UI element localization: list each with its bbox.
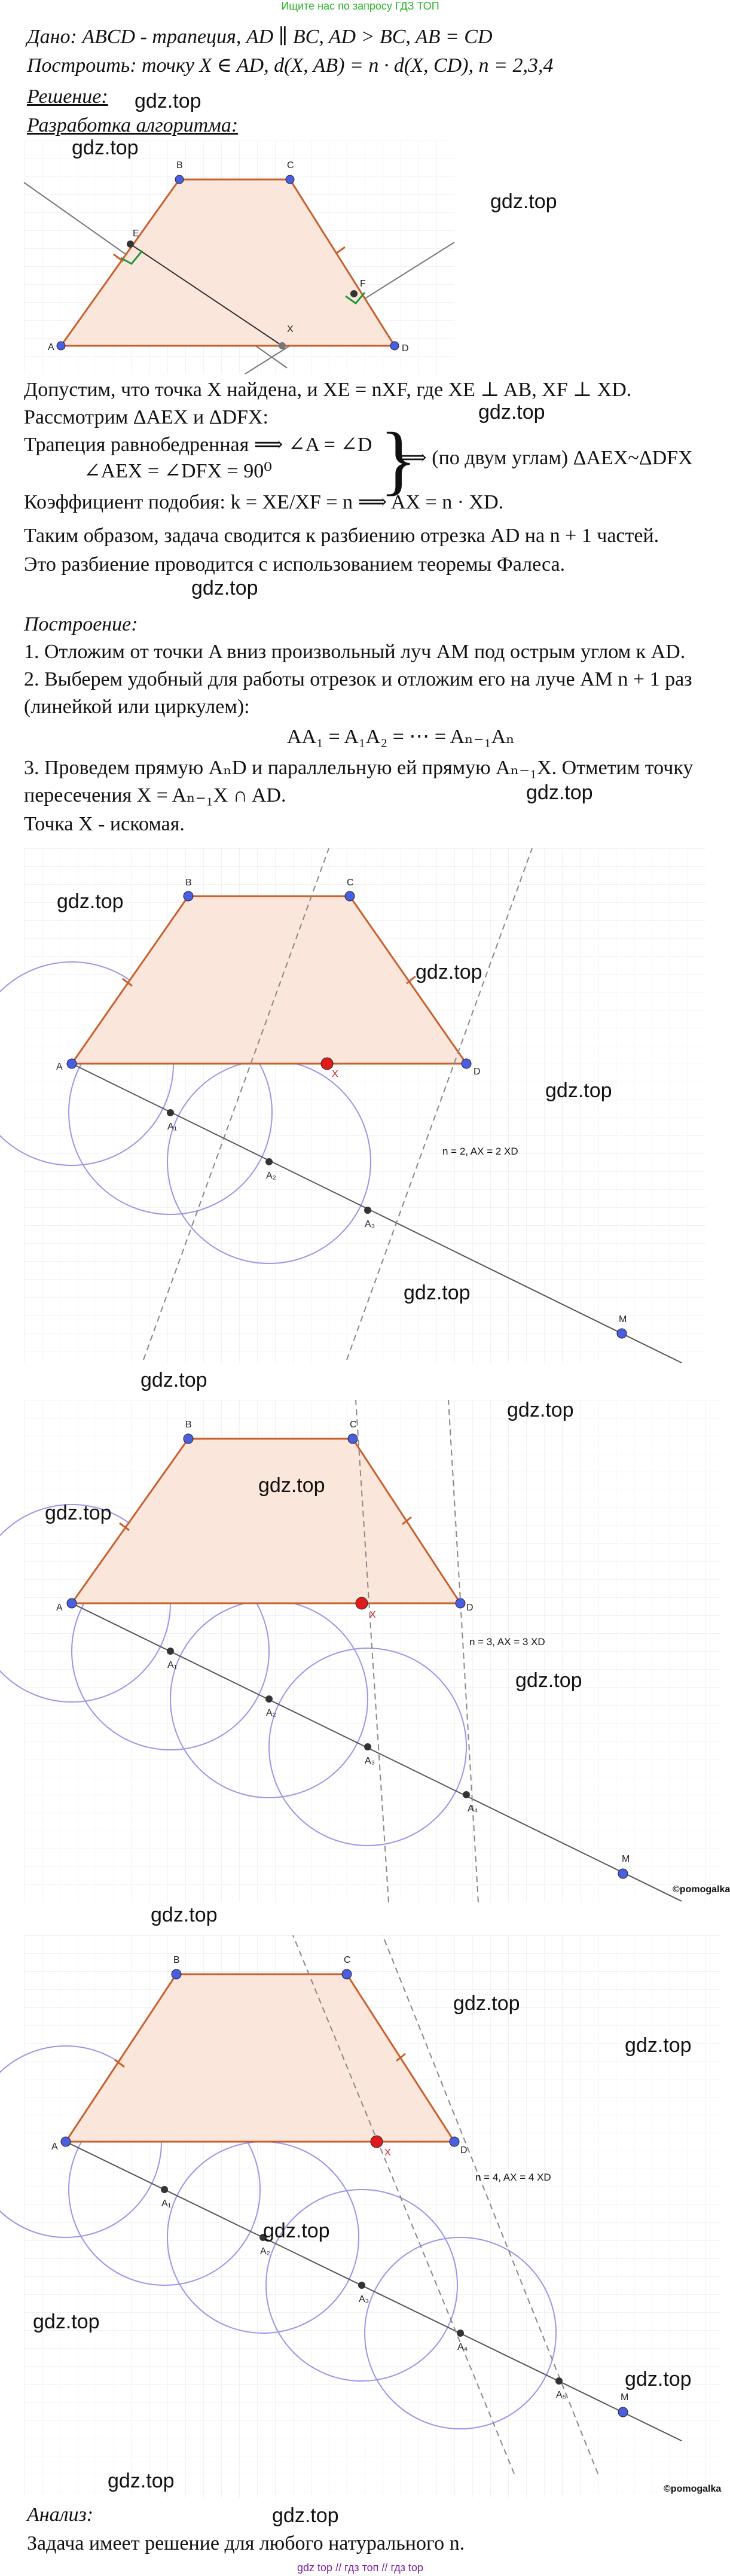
point-B: [184, 1434, 193, 1444]
watermark: gdz.top: [272, 2504, 339, 2527]
point-X: [356, 1597, 368, 1609]
step-2b: (линейкой или циркулем):: [24, 696, 250, 718]
point-C: [286, 175, 294, 184]
label-D: D: [474, 1067, 481, 1077]
label-C: C: [287, 160, 294, 170]
step-2c: AA₁ = A₁A₂ = ⋯ = Aₙ₋₁Aₙ: [287, 726, 515, 748]
algo-label: Разработка алгоритма:: [27, 114, 239, 136]
point-B: [175, 175, 184, 184]
label-A2: A₂: [266, 1171, 276, 1181]
point-A3: [364, 1207, 371, 1214]
similarity-1: Трапеция равнобедренная ⟹ ∠A = ∠D: [24, 434, 372, 456]
watermark: gdz.top: [416, 961, 482, 983]
step-3a: 3. Проведем прямую AₙD и параллельную ей прямую Aₙ₋₁X. Отметим точку: [24, 757, 694, 779]
point-M: [618, 1869, 628, 1878]
watermark: gdz.top: [108, 2470, 175, 2492]
watermark: gdz.top: [404, 1281, 471, 1304]
step-3b: пересечения X = Aₙ₋₁X ∩ AD.: [24, 784, 286, 806]
copyright: ©pomogalka: [673, 1884, 730, 1895]
point-F: [350, 290, 358, 297]
solution-label: Решение:: [27, 86, 108, 108]
label-M: M: [619, 1314, 627, 1324]
watermark: gdz.top: [545, 1079, 612, 1102]
label-D: D: [466, 1603, 474, 1613]
footer-separator: //: [335, 2562, 345, 2574]
note-n4: n = 4, AX = 4 XD: [475, 2172, 551, 2183]
label-A2: A₂: [260, 2246, 270, 2257]
point-A5: [555, 2377, 563, 2385]
label-B: B: [176, 160, 183, 170]
label-E: E: [133, 229, 139, 239]
point-A: [67, 1598, 77, 1608]
label-A: A: [56, 1603, 63, 1613]
coefficient-line: Коэффициент подобия: k = XE/XF = n ⟹ AX = n · XD.: [24, 491, 504, 513]
footer-separator: //: [381, 2562, 391, 2574]
label-A2: A₂: [266, 1708, 276, 1718]
similarity-2: ∠AEX = ∠DFX = 90⁰: [84, 460, 272, 482]
label-C: C: [350, 1420, 357, 1430]
label-A3: A₃: [359, 2294, 369, 2304]
label-F: F: [360, 279, 366, 289]
top-banner[interactable]: Ищите нас по запросу ГДЗ ТОП: [281, 0, 439, 12]
point-D: [462, 1059, 471, 1068]
point-X: [321, 1058, 333, 1070]
point-X: [279, 342, 286, 349]
label-B: B: [185, 878, 192, 888]
similarity-result: ⟹ (по двум углам) ΔAEX~ΔDFX: [398, 447, 693, 469]
label-B: B: [185, 1420, 192, 1430]
assume-line: Допустим, что точка X найдена, и XE = nXF, где XE ⊥ AB, XF ⊥ XD.: [24, 379, 632, 401]
watermark: gdz.top: [263, 2219, 330, 2242]
label-C: C: [344, 1955, 351, 1965]
point-A3: [364, 1743, 371, 1750]
step-1: 1. Отложим от точки A вниз произвольный луч AM под острым углом к AD.: [24, 641, 686, 663]
point-C: [345, 891, 355, 901]
label-A5: A₅: [556, 2390, 567, 2400]
watermark: gdz.top: [140, 1369, 207, 1391]
point-E: [127, 240, 134, 248]
step-2a: 2. Выберем удобный для работы отрезок и отложим его на луче AM n + 1 раз: [24, 668, 692, 690]
watermark: gdz.top: [478, 401, 545, 424]
point-B: [184, 891, 193, 901]
copyright: ©pomogalka: [664, 2484, 722, 2494]
point-A3: [358, 2282, 365, 2289]
analysis-label: Анализ:: [27, 2504, 94, 2526]
construction-figure-n4: [24, 1935, 720, 2498]
reduce-line-2: Это разбиение проводится с использованием теоремы Фалеса.: [24, 553, 566, 576]
watermark: gdz.top: [151, 1904, 218, 1926]
point-A1: [167, 1109, 174, 1116]
point-A2: [265, 1695, 273, 1703]
footer-link-3[interactable]: гдз top: [390, 2562, 423, 2574]
construction-figure-n3: [24, 1400, 720, 1902]
footer-links: [0, 2562, 720, 2574]
algorithm-figure: [24, 141, 454, 374]
watermark: gdz.top: [45, 1502, 112, 1524]
label-A1: A₁: [167, 1122, 178, 1132]
point-B: [172, 1969, 181, 1979]
footer-link-2[interactable]: гдз топ: [344, 2562, 379, 2574]
label-A3: A₃: [365, 1219, 375, 1229]
label-M: M: [622, 1854, 630, 1864]
label-C: C: [347, 878, 354, 888]
watermark: gdz.top: [507, 1399, 574, 1421]
label-A4: A₄: [468, 1804, 478, 1814]
label-B: B: [173, 1955, 180, 1965]
given-line: Дано: ABCD - трапеция, AD ∥ BC, AD > BC, AB = CD: [27, 26, 493, 48]
label-A1: A₁: [167, 1660, 178, 1670]
label-D: D: [402, 343, 409, 354]
point-M: [618, 2407, 628, 2417]
footer-link-1[interactable]: gdz top: [297, 2562, 333, 2574]
watermark: gdz.top: [135, 90, 201, 112]
point-A: [57, 342, 65, 350]
point-X: [371, 2136, 383, 2148]
label-X: X: [332, 1069, 338, 1079]
analysis-text: Задача имеет решение для любого натурального n.: [27, 2532, 465, 2554]
label-A: A: [48, 342, 54, 352]
point-D: [390, 342, 399, 350]
note-n3: n = 3, AX = 3 XD: [469, 1636, 545, 1648]
label-A: A: [56, 1062, 63, 1072]
point-M: [617, 1329, 627, 1338]
point-A: [67, 1059, 77, 1068]
label-X: X: [369, 1610, 376, 1620]
label-M: M: [621, 2392, 629, 2403]
watermark: gdz.top: [453, 1992, 520, 2015]
watermark: gdz.top: [490, 190, 557, 213]
point-C: [342, 1969, 352, 1979]
brace: }: [380, 417, 417, 503]
watermark: gdz.top: [515, 1669, 582, 1692]
construction-figure-n2: [24, 848, 705, 1363]
watermark: gdz.top: [33, 2310, 100, 2333]
watermark: gdz.top: [191, 577, 258, 599]
reduce-line-1: Таким образом, задача сводится к разбиению отрезка AD на n + 1 частей.: [24, 525, 659, 547]
point-A2: [265, 1158, 273, 1165]
watermark: gdz.top: [625, 2034, 692, 2057]
watermark: gdz.top: [625, 2368, 692, 2391]
label-X: X: [287, 324, 294, 334]
consider-line: Рассмотрим ΔAEX и ΔDFX:: [24, 406, 268, 428]
note-n2: n = 2, AX = 2 XD: [442, 1146, 518, 1157]
point-A1: [161, 2186, 168, 2193]
label-A: A: [51, 2142, 58, 2152]
construct-line: Построить: точку X ∈ AD, d(X, AB) = n · d(X, CD), n = 2,3,4: [27, 54, 554, 77]
watermark: gdz.top: [57, 890, 124, 913]
point-A: [61, 2137, 71, 2146]
watermark: gdz.top: [258, 1474, 325, 1497]
point-D: [450, 2137, 459, 2146]
label-X: X: [384, 2148, 391, 2158]
construction-label: Построение:: [24, 613, 138, 635]
point-A4: [457, 2330, 464, 2337]
point-A1: [167, 1648, 174, 1655]
watermark: gdz.top: [526, 781, 593, 804]
label-A3: A₃: [365, 1756, 375, 1766]
label-D: D: [460, 2145, 468, 2155]
point-A4: [463, 1791, 470, 1798]
label-A4: A₄: [457, 2342, 468, 2352]
label-A1: A₁: [161, 2199, 172, 2209]
point-D: [456, 1598, 465, 1608]
step-4: Точка X - искомая.: [24, 813, 185, 835]
point-C: [348, 1434, 358, 1444]
